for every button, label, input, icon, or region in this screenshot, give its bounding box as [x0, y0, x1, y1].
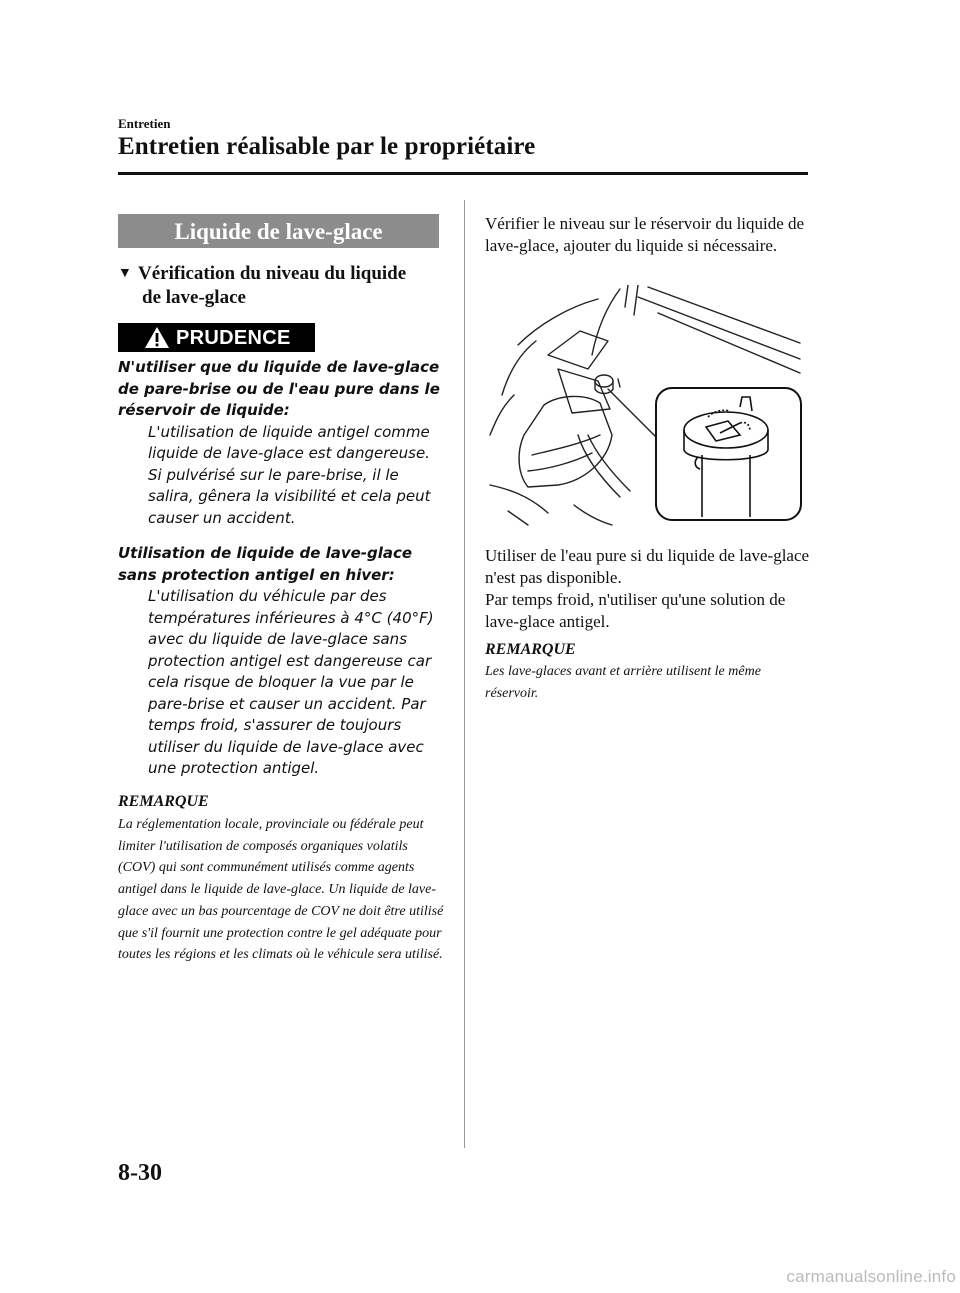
- caution-1-body: L'utilisation de liquide antigel comme liquide de lave-glace est dangereuse. Si pulvérisé sur le pare-brise, il le salira, gênera la visibilité et cela peut causer un accident.: [148, 422, 431, 527]
- note-body-right: Les lave-glaces avant et arrière utilisent le même réservoir.: [485, 664, 761, 701]
- caution-2-body: L'utilisation du véhicule par des températures inférieures à 4°C (40°F) avec du liquide de lave-glace sans protection antigel est dangereuse car cela risque de bloquer la vue par le pare-brise et causer un accident. Par temps froid, s'assurer de toujours utiliser du liquide de lave-glace avec une protection antigel.: [148, 587, 434, 777]
- watermark: carmanualsonline.info: [786, 1267, 956, 1286]
- note-body-left: La réglementation locale, provinciale ou fédérale peut limiter l'utilisation de composés organiques volatils (COV) qui sont communément utilisés comme agents antigel dans le liquide de lave-glace. Un liquide de lave-glace avec un bas pourcentage de COV ne doit être utilisé que s'il fournit une protection contre le gel adéquate pour toutes les régions et les climats où le véhicule sera utilisé.: [118, 817, 444, 963]
- header-rule: [118, 172, 808, 175]
- column-divider: [464, 200, 465, 1148]
- warning-triangle-icon: [144, 326, 170, 349]
- right-body-line-2: Par temps froid, n'utiliser qu'une solution de lave-glace antigel.: [485, 590, 786, 631]
- subheading-line-1: Vérification du niveau du liquide: [138, 263, 407, 284]
- down-triangle-icon: ▼: [118, 266, 132, 281]
- caution-label: PRUDENCE: [176, 327, 291, 349]
- subheading-line-2: de lave-glace: [142, 287, 246, 308]
- caution-item-2: [118, 543, 448, 780]
- section-label: Entretien: [118, 116, 171, 131]
- right-intro-paragraph: Vérifier le niveau sur le réservoir du liquide de lave-glace, ajouter du liquide si nécessaire.: [485, 214, 805, 255]
- section-banner: Liquide de lave-glace: [118, 214, 439, 248]
- page-number: 8-30: [118, 1160, 162, 1186]
- caution-badge: [118, 323, 315, 352]
- caution-item-1: [118, 357, 448, 529]
- washer-reservoir-illustration: [488, 285, 806, 527]
- note-heading-right: REMARQUE: [485, 641, 576, 658]
- caution-1-lead: N'utiliser que du liquide de lave-glace de pare-brise ou de l'eau pure dans le réservoir de liquide:: [118, 358, 440, 419]
- chapter-title: Entretien réalisable par le propriétaire: [118, 133, 536, 160]
- caution-2-lead: Utilisation de liquide de lave-glace sans protection antigel en hiver:: [118, 544, 413, 584]
- subheading: [118, 262, 448, 310]
- right-body-line-1: Utiliser de l'eau pure si du liquide de lave-glace n'est pas disponible.: [485, 546, 810, 587]
- right-body-paragraph: [485, 545, 815, 633]
- note-heading-left: REMARQUE: [118, 793, 209, 810]
